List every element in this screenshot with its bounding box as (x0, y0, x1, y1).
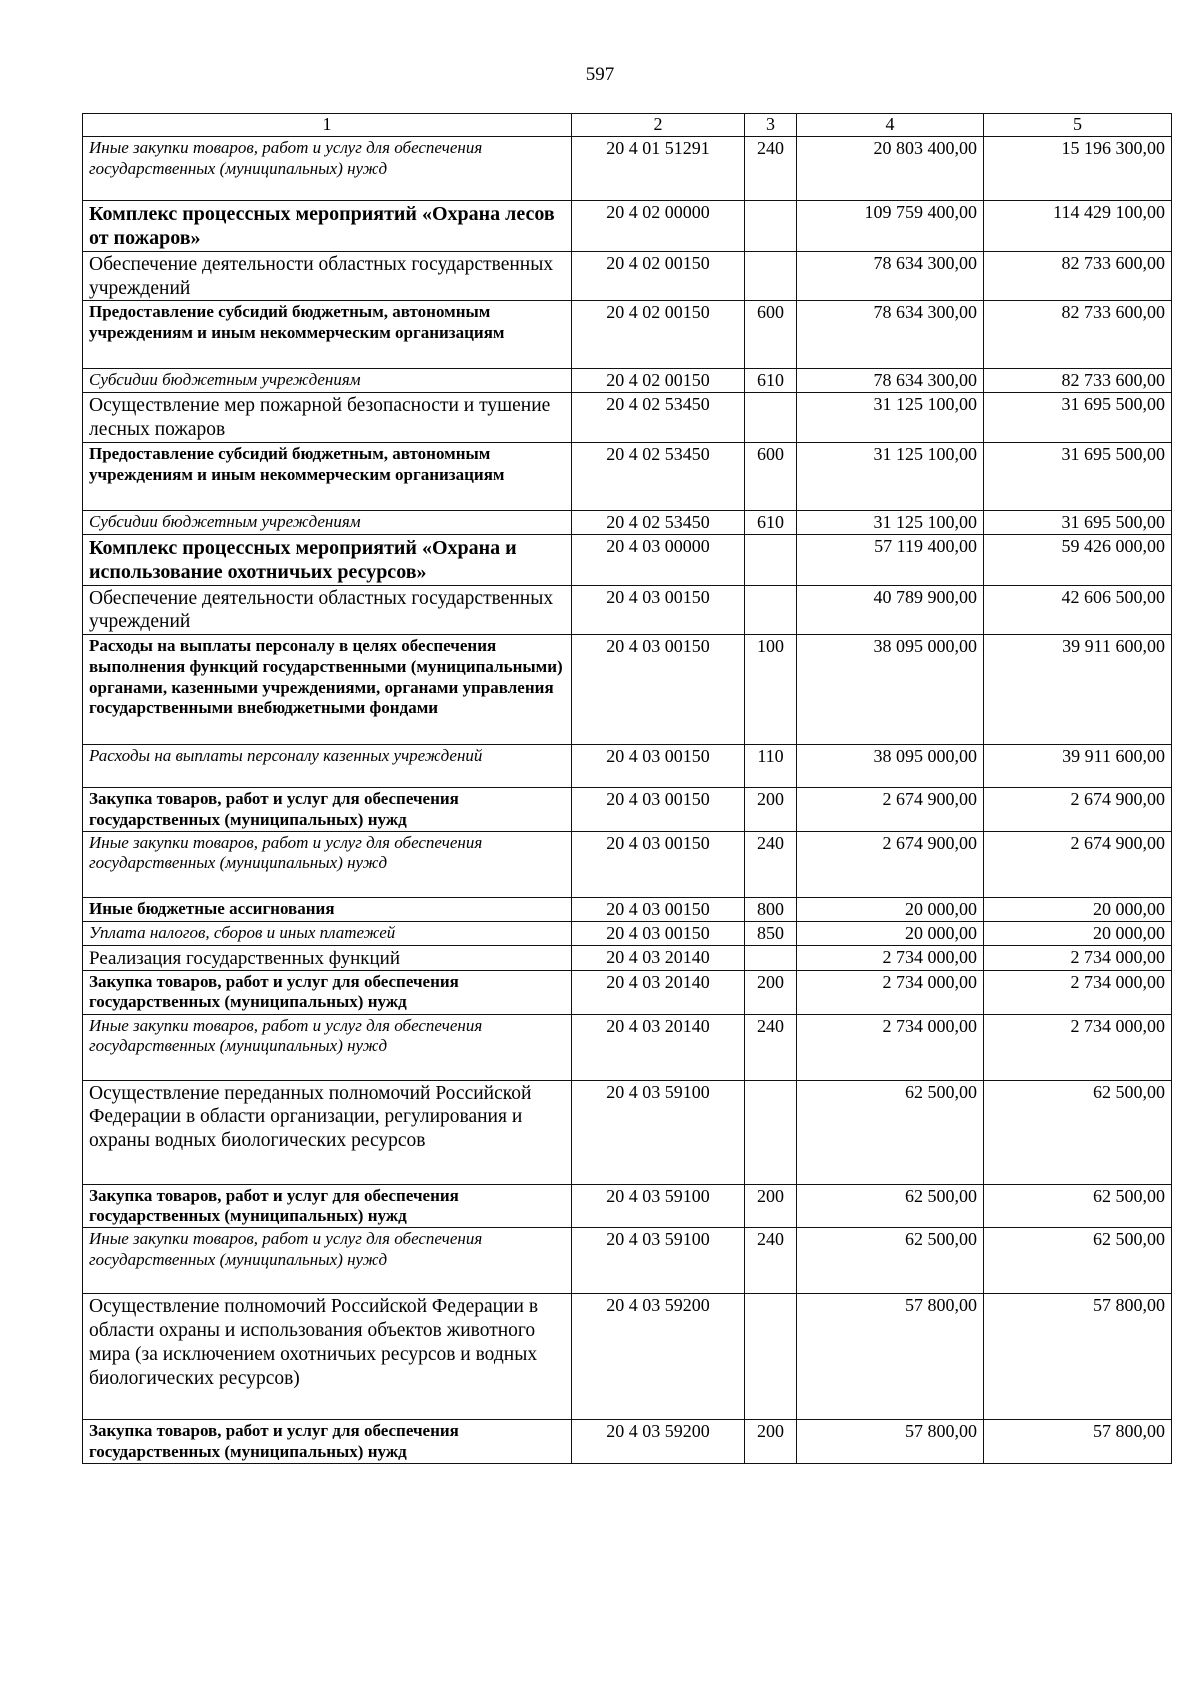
row-code-cell: 20 4 03 00150 (572, 921, 745, 945)
row-amount-2024-cell: 40 789 900,00 (797, 585, 984, 635)
row-amount-2024-cell: 62 500,00 (797, 1184, 984, 1227)
row-code-cell: 20 4 02 00150 (572, 301, 745, 369)
row-amount-2024-cell: 78 634 300,00 (797, 251, 984, 301)
row-amount-2025-cell: 42 606 500,00 (984, 585, 1172, 635)
row-code-cell: 20 4 03 00150 (572, 897, 745, 921)
row-code-cell: 20 4 03 00150 (572, 788, 745, 831)
row-amount-2025-cell: 2 674 900,00 (984, 788, 1172, 831)
row-amount-2024-cell: 2 734 000,00 (797, 1014, 984, 1080)
table-row (83, 945, 1172, 970)
table-row (83, 585, 1172, 635)
row-amount-2024-cell: 62 500,00 (797, 1228, 984, 1294)
row-amount-2024-cell: 62 500,00 (797, 1080, 984, 1184)
row-amount-2024-cell: 2 674 900,00 (797, 831, 984, 897)
table-body (83, 137, 1172, 1464)
row-name-cell: Закупка товаров, работ и услуг для обеспечения государственных (муниципальных) нужд (83, 970, 572, 1014)
row-amount-2025-cell: 31 695 500,00 (984, 393, 1172, 443)
row-amount-2024-cell: 57 119 400,00 (797, 534, 984, 585)
row-expense-type-cell: 110 (745, 745, 797, 788)
row-code-cell: 20 4 03 20140 (572, 1014, 745, 1080)
row-code-cell: 20 4 03 00150 (572, 585, 745, 635)
row-expense-type-cell (745, 393, 797, 443)
row-name-cell: Закупка товаров, работ и услуг для обеспечения государственных (муниципальных) нужд (83, 788, 572, 831)
table-row (83, 510, 1172, 534)
table-row (83, 897, 1172, 921)
row-name-cell: Иные бюджетные ассигнования (83, 897, 572, 921)
column-header-3: 3 (745, 114, 797, 137)
row-amount-2025-cell: 62 500,00 (984, 1080, 1172, 1184)
row-expense-type-cell: 200 (745, 1184, 797, 1227)
column-header-4: 4 (797, 114, 984, 137)
row-name-cell: Осуществление мер пожарной безопасности и тушение лесных пожаров (83, 393, 572, 443)
table-header (83, 114, 1172, 137)
table-row (83, 1080, 1172, 1184)
row-expense-type-cell (745, 585, 797, 635)
row-amount-2024-cell: 2 674 900,00 (797, 788, 984, 831)
row-amount-2024-cell: 2 734 000,00 (797, 970, 984, 1014)
row-name-cell: Реализация государственных функций (83, 945, 572, 970)
row-amount-2025-cell: 31 695 500,00 (984, 442, 1172, 510)
row-expense-type-cell (745, 1294, 797, 1420)
row-name-cell: Предоставление субсидий бюджетным, автономным учреждениям и иным некоммерческим организациям (83, 301, 572, 369)
row-name-cell: Субсидии бюджетным учреждениям (83, 510, 572, 534)
row-expense-type-cell: 600 (745, 442, 797, 510)
row-amount-2025-cell: 82 733 600,00 (984, 251, 1172, 301)
row-amount-2024-cell: 109 759 400,00 (797, 201, 984, 252)
table-row (83, 137, 1172, 201)
row-expense-type-cell: 240 (745, 1228, 797, 1294)
row-expense-type-cell (745, 251, 797, 301)
table-row (83, 788, 1172, 831)
column-header-1: 1 (83, 114, 572, 137)
row-expense-type-cell: 200 (745, 788, 797, 831)
row-amount-2025-cell: 57 800,00 (984, 1294, 1172, 1420)
table-row (83, 921, 1172, 945)
row-code-cell: 20 4 03 59100 (572, 1080, 745, 1184)
row-expense-type-cell: 200 (745, 970, 797, 1014)
row-name-cell: Комплекс процессных мероприятий «Охрана и использование охотничьих ресурсов» (83, 534, 572, 585)
row-amount-2024-cell: 20 803 400,00 (797, 137, 984, 201)
row-expense-type-cell (745, 945, 797, 970)
row-name-cell: Иные закупки товаров, работ и услуг для обеспечения государственных (муниципальных) нужд (83, 1014, 572, 1080)
row-expense-type-cell: 100 (745, 635, 797, 745)
table-row (83, 1420, 1172, 1464)
row-amount-2024-cell: 31 125 100,00 (797, 510, 984, 534)
row-name-cell: Иные закупки товаров, работ и услуг для обеспечения государственных (муниципальных) нужд (83, 1228, 572, 1294)
row-code-cell: 20 4 02 53450 (572, 393, 745, 443)
row-amount-2025-cell: 20 000,00 (984, 921, 1172, 945)
row-code-cell: 20 4 01 51291 (572, 137, 745, 201)
row-amount-2025-cell: 2 734 000,00 (984, 1014, 1172, 1080)
row-name-cell: Предоставление субсидий бюджетным, автономным учреждениям и иным некоммерческим организациям (83, 442, 572, 510)
row-code-cell: 20 4 03 00150 (572, 635, 745, 745)
table-row (83, 442, 1172, 510)
row-amount-2024-cell: 78 634 300,00 (797, 369, 984, 393)
row-amount-2025-cell: 57 800,00 (984, 1420, 1172, 1464)
row-name-cell: Обеспечение деятельности областных государственных учреждений (83, 251, 572, 301)
row-name-cell: Иные закупки товаров, работ и услуг для обеспечения государственных (муниципальных) нужд (83, 831, 572, 897)
row-amount-2025-cell: 82 733 600,00 (984, 369, 1172, 393)
row-amount-2025-cell: 39 911 600,00 (984, 745, 1172, 788)
row-code-cell: 20 4 03 20140 (572, 945, 745, 970)
row-amount-2024-cell: 2 734 000,00 (797, 945, 984, 970)
row-expense-type-cell: 850 (745, 921, 797, 945)
row-amount-2024-cell: 57 800,00 (797, 1294, 984, 1420)
row-code-cell: 20 4 02 00000 (572, 201, 745, 252)
row-name-cell: Субсидии бюджетным учреждениям (83, 369, 572, 393)
row-expense-type-cell: 610 (745, 369, 797, 393)
table-row (83, 301, 1172, 369)
row-amount-2024-cell: 57 800,00 (797, 1420, 984, 1464)
row-name-cell: Обеспечение деятельности областных государственных учреждений (83, 585, 572, 635)
row-expense-type-cell: 240 (745, 831, 797, 897)
table-row (83, 745, 1172, 788)
row-amount-2025-cell: 31 695 500,00 (984, 510, 1172, 534)
table-row (83, 970, 1172, 1014)
table-row (83, 635, 1172, 745)
column-header-5: 5 (984, 114, 1172, 137)
row-name-cell: Расходы на выплаты персоналу казенных учреждений (83, 745, 572, 788)
table-row (83, 1228, 1172, 1294)
row-amount-2025-cell: 62 500,00 (984, 1184, 1172, 1227)
row-amount-2024-cell: 20 000,00 (797, 921, 984, 945)
row-amount-2025-cell: 114 429 100,00 (984, 201, 1172, 252)
row-expense-type-cell (745, 201, 797, 252)
row-code-cell: 20 4 02 53450 (572, 442, 745, 510)
table-row (83, 393, 1172, 443)
table-row (83, 251, 1172, 301)
row-amount-2025-cell: 2 734 000,00 (984, 970, 1172, 1014)
row-expense-type-cell (745, 534, 797, 585)
row-expense-type-cell: 600 (745, 301, 797, 369)
row-name-cell: Осуществление переданных полномочий Российской Федерации в области организации, регулирования и охраны водных биологических ресурсов (83, 1080, 572, 1184)
row-amount-2024-cell: 31 125 100,00 (797, 442, 984, 510)
row-code-cell: 20 4 03 59100 (572, 1228, 745, 1294)
row-name-cell: Расходы на выплаты персоналу в целях обеспечения выполнения функций государственными (муниципальными) органами, казенными учреждениями, органами управления государственными внебюджетными фондами (83, 635, 572, 745)
row-amount-2025-cell: 59 426 000,00 (984, 534, 1172, 585)
table-row (83, 201, 1172, 252)
row-code-cell: 20 4 02 53450 (572, 510, 745, 534)
table-row (83, 369, 1172, 393)
row-name-cell: Уплата налогов, сборов и иных платежей (83, 921, 572, 945)
row-name-cell: Осуществление полномочий Российской Федерации в области охраны и использования объектов животного мира (за исключением охотничьих ресурсов и водных биологических ресурсов) (83, 1294, 572, 1420)
row-name-cell: Иные закупки товаров, работ и услуг для обеспечения государственных (муниципальных) нужд (83, 137, 572, 201)
row-amount-2024-cell: 38 095 000,00 (797, 635, 984, 745)
row-code-cell: 20 4 02 00150 (572, 369, 745, 393)
row-expense-type-cell: 610 (745, 510, 797, 534)
page-number: 597 (585, 64, 615, 85)
table-row (83, 1294, 1172, 1420)
row-code-cell: 20 4 03 20140 (572, 970, 745, 1014)
row-name-cell: Закупка товаров, работ и услуг для обеспечения государственных (муниципальных) нужд (83, 1184, 572, 1227)
row-code-cell: 20 4 03 59100 (572, 1184, 745, 1227)
table-row (83, 1014, 1172, 1080)
row-amount-2024-cell: 31 125 100,00 (797, 393, 984, 443)
row-expense-type-cell: 200 (745, 1420, 797, 1464)
row-code-cell: 20 4 03 59200 (572, 1420, 745, 1464)
row-code-cell: 20 4 03 00150 (572, 745, 745, 788)
row-expense-type-cell: 240 (745, 1014, 797, 1080)
header-row (83, 114, 1172, 137)
row-amount-2025-cell: 62 500,00 (984, 1228, 1172, 1294)
column-header-2: 2 (572, 114, 745, 137)
row-amount-2024-cell: 38 095 000,00 (797, 745, 984, 788)
row-amount-2025-cell: 20 000,00 (984, 897, 1172, 921)
row-expense-type-cell (745, 1080, 797, 1184)
row-amount-2025-cell: 15 196 300,00 (984, 137, 1172, 201)
row-expense-type-cell: 240 (745, 137, 797, 201)
row-amount-2025-cell: 82 733 600,00 (984, 301, 1172, 369)
table-row (83, 831, 1172, 897)
table-row (83, 1184, 1172, 1227)
row-expense-type-cell: 800 (745, 897, 797, 921)
row-amount-2024-cell: 20 000,00 (797, 897, 984, 921)
row-amount-2025-cell: 2 734 000,00 (984, 945, 1172, 970)
row-code-cell: 20 4 02 00150 (572, 251, 745, 301)
row-amount-2024-cell: 78 634 300,00 (797, 301, 984, 369)
row-amount-2025-cell: 2 674 900,00 (984, 831, 1172, 897)
table-row (83, 534, 1172, 585)
budget-table (82, 113, 1172, 1464)
row-name-cell: Комплекс процессных мероприятий «Охрана лесов от пожаров» (83, 201, 572, 252)
row-amount-2025-cell: 39 911 600,00 (984, 635, 1172, 745)
row-code-cell: 20 4 03 59200 (572, 1294, 745, 1420)
row-name-cell: Закупка товаров, работ и услуг для обеспечения государственных (муниципальных) нужд (83, 1420, 572, 1464)
row-code-cell: 20 4 03 00000 (572, 534, 745, 585)
row-code-cell: 20 4 03 00150 (572, 831, 745, 897)
